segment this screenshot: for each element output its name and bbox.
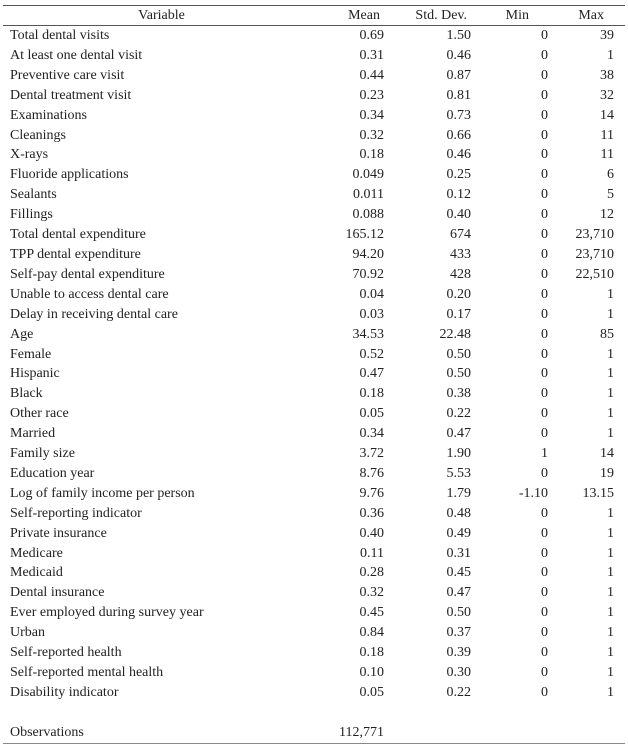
table-row: [3, 603, 625, 623]
variable-name: Self-pay dental expenditure: [10, 266, 165, 282]
mean-value: 0.088: [352, 207, 384, 223]
spacer-cell: [614, 643, 625, 663]
variable-name: Disability indicator: [10, 684, 119, 700]
sd-value: 0.12: [446, 187, 471, 203]
table-row: [3, 424, 625, 444]
variable-name: Self-reported mental health: [10, 665, 164, 680]
mean-value: 94.20: [352, 246, 384, 262]
spacer-cell: [614, 603, 625, 623]
min-value: 0: [541, 525, 548, 541]
variable-name: Family size: [10, 446, 75, 462]
max-value: 1: [607, 665, 614, 680]
header-mean: Mean: [320, 6, 384, 26]
mean-value: 0.47: [359, 366, 384, 382]
max-value: 12: [600, 207, 614, 223]
table-row: [3, 484, 625, 504]
variable-name: Medicare: [10, 545, 63, 561]
table-row: [3, 86, 625, 106]
table-row: [3, 285, 625, 305]
sd-value: 0.50: [446, 605, 471, 621]
max-value: 1: [607, 505, 614, 521]
table-row: [3, 225, 625, 245]
sd-value: 0.73: [446, 107, 471, 123]
spacer-cell: [3, 703, 625, 723]
sd-value: 0.30: [446, 665, 471, 680]
spacer-cell: [614, 225, 625, 245]
sd-value: 0.66: [446, 127, 471, 143]
variable-name: Total dental visits: [10, 28, 110, 43]
mean-value: 0.69: [359, 28, 384, 43]
max-value: 1: [607, 366, 614, 382]
max-value: 1: [607, 565, 614, 581]
spacer-cell: [614, 723, 625, 743]
max-value: 1: [607, 47, 614, 63]
table-row: [3, 683, 625, 703]
variable-name: Black: [10, 386, 43, 402]
mean-value: 34.53: [352, 326, 384, 342]
mean-value: 0.04: [359, 286, 384, 302]
table-row: [3, 464, 625, 484]
sd-value: 22.48: [439, 326, 471, 342]
max-value: 1: [607, 605, 614, 621]
spacer-cell: [614, 245, 625, 265]
header-sd: Std. Dev.: [384, 6, 471, 26]
table-row: [3, 364, 625, 384]
table-row: [3, 165, 625, 185]
min-value: 0: [541, 386, 548, 402]
min-value: 0: [541, 346, 548, 362]
spacer-cell: [614, 265, 625, 285]
spacer-cell: [614, 384, 625, 404]
sd-value: 0.20: [446, 286, 471, 302]
spacer-cell: [614, 424, 625, 444]
max-value: 32: [600, 87, 614, 103]
min-value: 0: [541, 127, 548, 143]
variable-name: Sealants: [10, 187, 57, 203]
max-value: 19: [600, 465, 614, 481]
sd-value: 1.79: [446, 485, 471, 501]
variable-name: Delay in receiving dental care: [10, 306, 178, 322]
table-row: [3, 106, 625, 126]
max-value: 39: [600, 28, 614, 43]
table-row: [3, 444, 625, 464]
variable-name: Private insurance: [10, 525, 107, 541]
variable-name: Total dental expenditure: [10, 227, 146, 243]
mean-value: 0.84: [359, 625, 384, 641]
min-value: 0: [541, 426, 548, 442]
header-min: Min: [471, 6, 548, 26]
observations-value: 112,771: [320, 723, 384, 743]
min-value: 0: [541, 207, 548, 223]
max-value: 1: [607, 545, 614, 561]
spacer-cell: [614, 145, 625, 165]
header-row: [3, 6, 625, 26]
min-value: 0: [541, 227, 548, 243]
sd-value: 0.50: [446, 366, 471, 382]
spacer-cell: [614, 663, 625, 683]
table-row: [3, 126, 625, 146]
sd-value: 0.48: [446, 505, 471, 521]
sd-value: 0.47: [446, 585, 471, 601]
variable-name: Hispanic: [10, 366, 60, 382]
spacer-cell: [614, 364, 625, 384]
sd-value: 1.90: [446, 446, 471, 462]
min-value: 0: [541, 505, 548, 521]
max-value: 1: [607, 625, 614, 641]
table-row: [3, 544, 625, 564]
variable-name: TPP dental expenditure: [10, 246, 141, 262]
variable-name: Unable to access dental care: [10, 286, 169, 302]
sd-value: 0.45: [446, 565, 471, 581]
table-row: [3, 305, 625, 325]
min-value: 0: [541, 306, 548, 322]
variable-name: Self-reported health: [10, 645, 122, 661]
spacer-cell: [614, 404, 625, 424]
table-row: [3, 504, 625, 524]
table-row: [3, 245, 625, 265]
variable-name: X-rays: [10, 147, 49, 163]
sd-value: 0.87: [446, 67, 471, 83]
spacer-cell: [614, 464, 625, 484]
mean-value: 0.05: [359, 406, 384, 422]
max-value: 14: [600, 446, 614, 462]
variable-name: Cleanings: [10, 127, 66, 143]
table-row: [3, 345, 625, 365]
spacer-cell: [614, 66, 625, 86]
table-row: [3, 524, 625, 544]
min-value: 0: [541, 645, 548, 661]
spacer-cell: [614, 126, 625, 146]
mean-value: 70.92: [352, 266, 384, 282]
variable-name: Preventive care visit: [10, 67, 125, 83]
min-value: 0: [541, 28, 548, 43]
mean-value: 0.03: [359, 306, 384, 322]
min-value: 0: [541, 107, 548, 123]
variable-name: Examinations: [10, 107, 87, 123]
variable-name: Female: [10, 346, 52, 362]
table-row: [3, 66, 625, 86]
max-value: 13.15: [582, 485, 614, 501]
mean-value: 0.011: [353, 187, 384, 203]
spacer-cell: [614, 623, 625, 643]
min-value: 0: [541, 406, 548, 422]
mean-value: 0.36: [359, 505, 384, 521]
mean-value: 165.12: [345, 227, 384, 243]
sd-value: 0.81: [446, 87, 471, 103]
max-value: 5: [607, 187, 614, 203]
table-row: [3, 145, 625, 165]
max-value: 1: [607, 426, 614, 442]
table-row: [3, 46, 625, 66]
mean-value: 0.31: [359, 47, 384, 63]
max-value: 1: [607, 346, 614, 362]
min-value: -1.10: [518, 485, 548, 501]
max-value: 23,710: [575, 227, 614, 243]
mean-value: 0.32: [359, 585, 384, 601]
max-value: 38: [600, 67, 614, 83]
sd-value: 674: [450, 227, 471, 243]
max-value: 22,510: [575, 266, 614, 282]
min-value: 0: [541, 187, 548, 203]
min-value: 0: [541, 684, 548, 700]
spacer-cell: [614, 305, 625, 325]
spacer-cell: [614, 544, 625, 564]
sd-value: 0.46: [446, 147, 471, 163]
sd-value: 0.47: [446, 426, 471, 442]
table-row: [3, 185, 625, 205]
spacer-cell: [614, 285, 625, 305]
observations-label: Observations: [3, 723, 320, 743]
spacer-cell: [614, 563, 625, 583]
mean-value: 0.11: [360, 545, 384, 561]
mean-value: 0.45: [359, 605, 384, 621]
sd-value: 0.22: [446, 406, 471, 422]
min-value: 0: [541, 625, 548, 641]
min-value: 0: [541, 47, 548, 63]
table-row: [3, 265, 625, 285]
mean-value: 0.34: [359, 426, 384, 442]
min-value: 0: [541, 167, 548, 183]
min-value: 0: [541, 366, 548, 382]
mean-value: 0.52: [359, 346, 384, 362]
max-value: 11: [600, 147, 614, 163]
sd-value: 0.17: [446, 306, 471, 322]
max-value: 6: [607, 167, 614, 183]
spacer-cell: [614, 484, 625, 504]
sd-value: 0.22: [446, 684, 471, 700]
mean-value: 0.44: [359, 67, 384, 83]
spacer-cell: [614, 165, 625, 185]
spacer-cell: [614, 46, 625, 66]
max-value: 1: [607, 645, 614, 661]
mean-value: 0.18: [359, 147, 384, 163]
min-value: 0: [541, 246, 548, 262]
max-value: 1: [607, 306, 614, 322]
sd-value: 0.46: [446, 47, 471, 63]
observations-row: [3, 723, 625, 743]
variable-name: Dental treatment visit: [10, 87, 132, 103]
spacer-cell: [471, 723, 548, 743]
min-value: 1: [541, 446, 548, 462]
spacer-cell: [614, 205, 625, 225]
table-row: [3, 205, 625, 225]
mean-value: 3.72: [359, 446, 384, 462]
mean-value: 0.40: [359, 525, 384, 541]
max-value: 1: [607, 386, 614, 402]
variable-name: Ever employed during survey year: [10, 605, 204, 621]
mean-value: 0.32: [359, 127, 384, 143]
max-value: 1: [607, 684, 614, 700]
spacer-cell: [614, 683, 625, 703]
mean-value: 9.76: [359, 485, 384, 501]
spacer-cell: [614, 86, 625, 106]
spacer-cell: [614, 504, 625, 524]
spacer-cell: [614, 185, 625, 205]
sd-value: 5.53: [446, 465, 471, 481]
spacer-cell: [614, 345, 625, 365]
min-value: 0: [541, 585, 548, 601]
table-row: [3, 404, 625, 424]
variable-name: Age: [10, 326, 34, 342]
sd-value: 1.50: [446, 28, 471, 43]
sd-value: 0.50: [446, 346, 471, 362]
variable-name: Urban: [10, 625, 45, 641]
table-row: [3, 623, 625, 643]
variable-name: Dental insurance: [10, 585, 105, 601]
header-variable: Variable: [3, 6, 320, 26]
header-max: Max: [548, 6, 614, 26]
min-value: 0: [541, 147, 548, 163]
spacer-cell: [548, 723, 614, 743]
table-row: [3, 663, 625, 683]
min-value: 0: [541, 565, 548, 581]
spacer-cell: [614, 325, 625, 345]
min-value: 0: [541, 286, 548, 302]
blank-row: [3, 703, 625, 723]
sd-value: 0.25: [446, 167, 471, 183]
max-value: 1: [607, 406, 614, 422]
min-value: 0: [541, 665, 548, 680]
min-value: 0: [541, 545, 548, 561]
sd-value: 0.31: [446, 545, 471, 561]
mean-value: 0.10: [359, 665, 384, 680]
min-value: 0: [541, 605, 548, 621]
variable-name: Fluoride applications: [10, 167, 129, 183]
max-value: 23,710: [575, 246, 614, 262]
variable-name: Medicaid: [10, 565, 63, 581]
sd-value: 0.40: [446, 207, 471, 223]
mean-value: 0.049: [352, 167, 384, 183]
min-value: 0: [541, 87, 548, 103]
variable-name: Fillings: [10, 207, 53, 223]
spacer-cell: [614, 524, 625, 544]
min-value: 0: [541, 266, 548, 282]
max-value: 1: [607, 585, 614, 601]
variable-name: Education year: [10, 465, 95, 481]
table-row: [3, 325, 625, 345]
mean-value: 0.34: [359, 107, 384, 123]
variable-name: Self-reporting indicator: [10, 505, 142, 521]
min-value: 0: [541, 67, 548, 83]
variable-name: Log of family income per person: [10, 485, 195, 501]
variable-name: Married: [10, 426, 56, 442]
sd-value: 0.49: [446, 525, 471, 541]
mean-value: 8.76: [359, 465, 384, 481]
summary-statistics-table: [3, 5, 625, 744]
table-row: [3, 583, 625, 603]
spacer-cell: [614, 106, 625, 126]
variable-name: Other race: [10, 406, 69, 422]
mean-value: 0.18: [359, 645, 384, 661]
min-value: 0: [541, 465, 548, 481]
spacer-cell: [614, 26, 625, 46]
sd-value: 0.38: [446, 386, 471, 402]
sd-value: 433: [450, 246, 471, 262]
max-value: 1: [607, 525, 614, 541]
spacer-cell: [614, 583, 625, 603]
max-value: 14: [600, 107, 614, 123]
max-value: 85: [600, 326, 614, 342]
max-value: 1: [607, 286, 614, 302]
mean-value: 0.28: [359, 565, 384, 581]
table-row: [3, 563, 625, 583]
variable-name: At least one dental visit: [10, 47, 143, 63]
min-value: 0: [541, 326, 548, 342]
sd-value: 0.37: [446, 625, 471, 641]
table-row: [3, 384, 625, 404]
sd-value: 428: [450, 266, 471, 282]
mean-value: 0.23: [359, 87, 384, 103]
table-row: [3, 26, 625, 46]
spacer-cell: [384, 723, 471, 743]
table-row: [3, 643, 625, 663]
max-value: 11: [600, 127, 614, 143]
spacer-cell: [614, 444, 625, 464]
sd-value: 0.39: [446, 645, 471, 661]
mean-value: 0.18: [359, 386, 384, 402]
mean-value: 0.05: [359, 684, 384, 700]
